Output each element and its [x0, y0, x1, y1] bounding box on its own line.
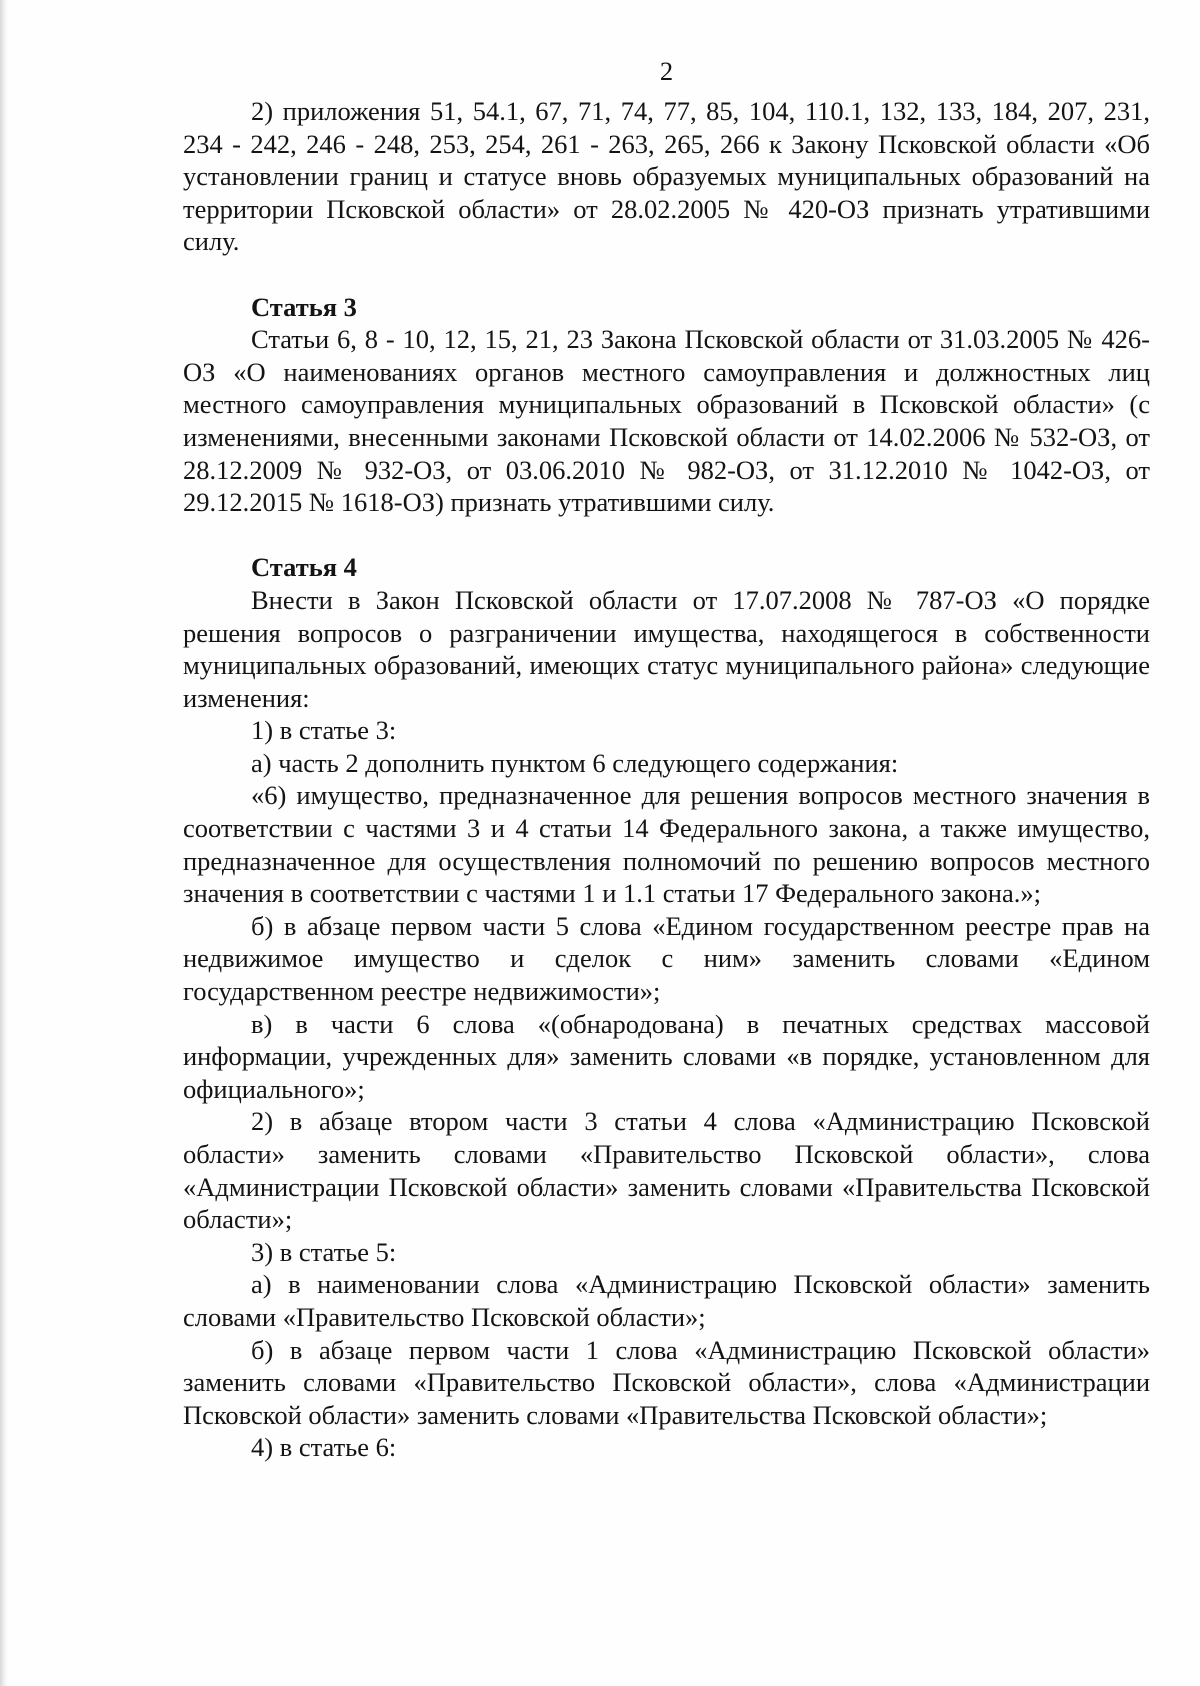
article-3-text: Статьи 6, 8 - 10, 12, 15, 21, 23 Закона Псковской области от 31.03.2005 № 426-ОЗ «О наименованиях органов местного самоуправления и должностных лиц местного самоуправления муниципальных образований в Псковской области» (с изменениями, внесенными законами Псковской области от 14.02.2006 № 532-ОЗ, от 28.12.2009 № 932-ОЗ, от 03.06.2010 № 982-ОЗ, от 31.12.2010 № 1042-ОЗ, от 29.12.2015 № 1618-ОЗ) признать утратившими силу. [183, 324, 1150, 518]
scan-edge [0, 0, 8, 1686]
article-4-paragraph: 1) в статье 3: [251, 715, 397, 746]
page-number: 2 [659, 56, 674, 86]
article-4-paragraph: 3) в статье 5: [251, 1236, 397, 1267]
article-4-heading: Статья 4 [251, 552, 357, 583]
article-4-paragraph: а) в наименовании слова «Администрацию Псковской области» заменить словами «Правительство Псковской области»; [183, 1269, 1150, 1332]
article-4-paragraph: а) часть 2 дополнить пунктом 6 следующего содержания: [251, 747, 899, 778]
article-4-paragraph: в) в части 6 слова «(обнародована) в печатных средствах массовой информации, учрежденных для» заменить словами «в порядке, установленном для официального»; [183, 1008, 1150, 1104]
article-4-paragraph: б) в абзаце первом части 1 слова «Администрацию Псковской области» заменить словами «Правительство Псковской области», слова «Администрации Псковской области» заменить словами «Правительства Псковской области»; [183, 1334, 1150, 1430]
article-4-paragraph: 4) в статье 6: [251, 1432, 397, 1463]
article-4-paragraph: б) в абзаце первом части 5 слова «Едином государственном реестре прав на недвижимое имущество и сделок с ним» заменить словами «Едином государственном реестре недвижимости»; [183, 910, 1150, 1007]
article-4-paragraph: Внести в Закон Псковской области от 17.07.2008 № 787-ОЗ «О порядке решения вопросов о разграничении имущества, находящегося в собственности муниципальных образований, имеющих статус муниципального района» следующие изменения: [183, 584, 1150, 713]
article-4-paragraph: «6) имущество, предназначенное для решения вопросов местного значения в соответствии с частями 3 и 4 статьи 14 Федерального закона, а также имущество, предназначенное для осуществления полномочий по решению вопросов местного значения в соответствии с частями 1 и 1.1 статьи 17 Федерального закона.»; [183, 780, 1150, 909]
article-4-paragraph: 2) в абзаце втором части 3 статьи 4 слова «Администрацию Псковской области» заменить словами «Правительство Псковской области», слова «Администрации Псковской области» заменить словами «Правительства Псковской области»; [183, 1106, 1150, 1235]
article-3-heading: Статья 3 [251, 291, 357, 322]
paragraph-intro: 2) приложения 51, 54.1, 67, 71, 74, 77, 85, 104, 110.1, 132, 133, 184, 207, 231, 234 - 242, 246 - 248, 253, 254, 261 - 263, 265, 266 к Закону Псковской области «Об установлении границ и статусе вновь образуемых муниципальных образований на территории Псковской области» от 28.02.2005 № 420-ОЗ признать утратившими силу. [183, 96, 1150, 257]
document-body [183, 55, 1150, 1464]
